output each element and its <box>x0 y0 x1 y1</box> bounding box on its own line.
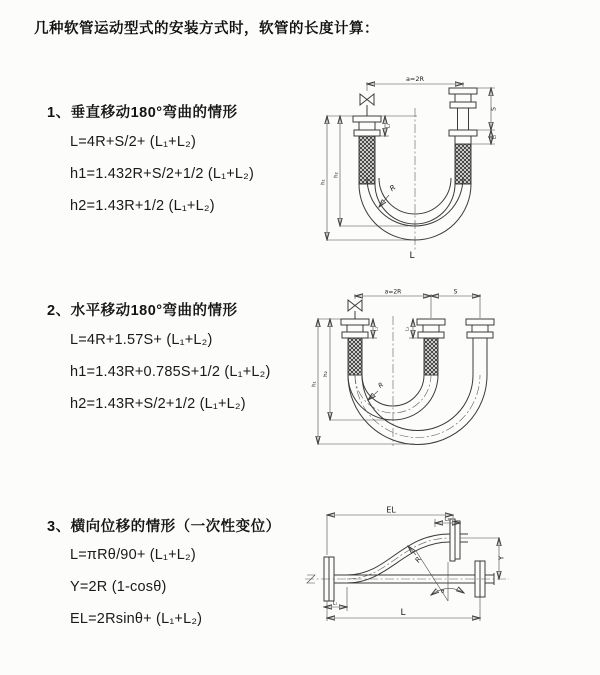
label-radius: R <box>413 555 424 565</box>
label-h2: h₂ <box>323 371 329 377</box>
label-h1: h₁ <box>311 381 318 387</box>
label-y: Y <box>497 555 506 561</box>
label-l2: L₂ <box>444 516 450 523</box>
label-l1: L₁ <box>374 326 380 332</box>
label-stroke-s: S <box>453 288 458 296</box>
section-2-formula-h2: h2=1.43R+S/2+1/2 (L₁+L₂) <box>70 396 246 412</box>
displaced-hose-s-curve <box>347 516 468 583</box>
label-length: L <box>400 608 406 618</box>
label-s: S <box>490 107 498 111</box>
left-fitting <box>341 319 369 375</box>
section-1-formula-h2: h2=1.43R+1/2 (L₁+L₂) <box>70 198 215 214</box>
diagram-lateral-displacement <box>303 505 595 647</box>
braided-hose-middle <box>424 338 438 375</box>
valve-icon <box>360 94 374 116</box>
diagram-vertical-180-bend <box>315 70 585 265</box>
label-radius: R <box>376 380 386 390</box>
section-3-formula-Y: Y=2R (1-cosθ) <box>70 579 167 595</box>
centerline <box>305 575 509 583</box>
label-l1: L₁ <box>385 123 392 129</box>
section-1-formula-h1: h1=1.432R+S/2+1/2 (L₁+L₂) <box>70 166 255 182</box>
page-title: 几种软管运动型式的安装方式时，软管的长度计算： <box>34 21 379 37</box>
section-3-heading: 3、横向位移的情形（一次性变位） <box>47 519 281 535</box>
section-2-formula-L: L=4R+1.57S+ (L₁+L₂) <box>70 332 213 348</box>
label-width-a2r: a=2R <box>384 288 402 296</box>
label-h2: h₂ <box>333 172 340 178</box>
left-fitting <box>353 116 381 184</box>
label-el: EL <box>386 505 396 515</box>
section-1-formula-L: L=4R+S/2+ (L₁+L₂) <box>70 134 196 150</box>
hose-u-bend-arcs <box>348 375 487 445</box>
section-1-heading: 1、垂直移动180°弯曲的情形 <box>47 105 238 121</box>
section-2-heading: 2、水平移动180°弯曲的情形 <box>47 303 238 319</box>
label-l2: L₂ <box>405 326 411 332</box>
section-3-formula-L: L=πRθ/90+ (L₁+L₂) <box>70 547 196 563</box>
right-fitting <box>449 88 477 184</box>
diagram-horizontal-180-bend <box>310 286 600 452</box>
dimensions <box>312 289 481 445</box>
label-radius: R <box>387 182 398 194</box>
section-3-formula-EL: EL=2Rsinθ+ (L₁+L₂) <box>70 611 203 627</box>
label-l2: L₂ <box>491 134 498 140</box>
middle-fitting <box>417 319 445 375</box>
braided-hose-left <box>359 136 375 184</box>
right-fitting-shifted <box>466 319 494 375</box>
label-length: L <box>409 251 415 261</box>
label-l1: L₁ <box>332 600 338 607</box>
label-h1: h₁ <box>320 179 327 185</box>
dimensions <box>324 506 506 622</box>
label-theta: θ <box>441 589 445 595</box>
label-width-a2r: a=2R <box>405 75 425 83</box>
section-2-formula-h1: h1=1.43R+0.785S+1/2 (L₁+L₂) <box>70 364 271 380</box>
valve-icon <box>348 300 362 319</box>
braided-hose-left <box>348 338 362 375</box>
